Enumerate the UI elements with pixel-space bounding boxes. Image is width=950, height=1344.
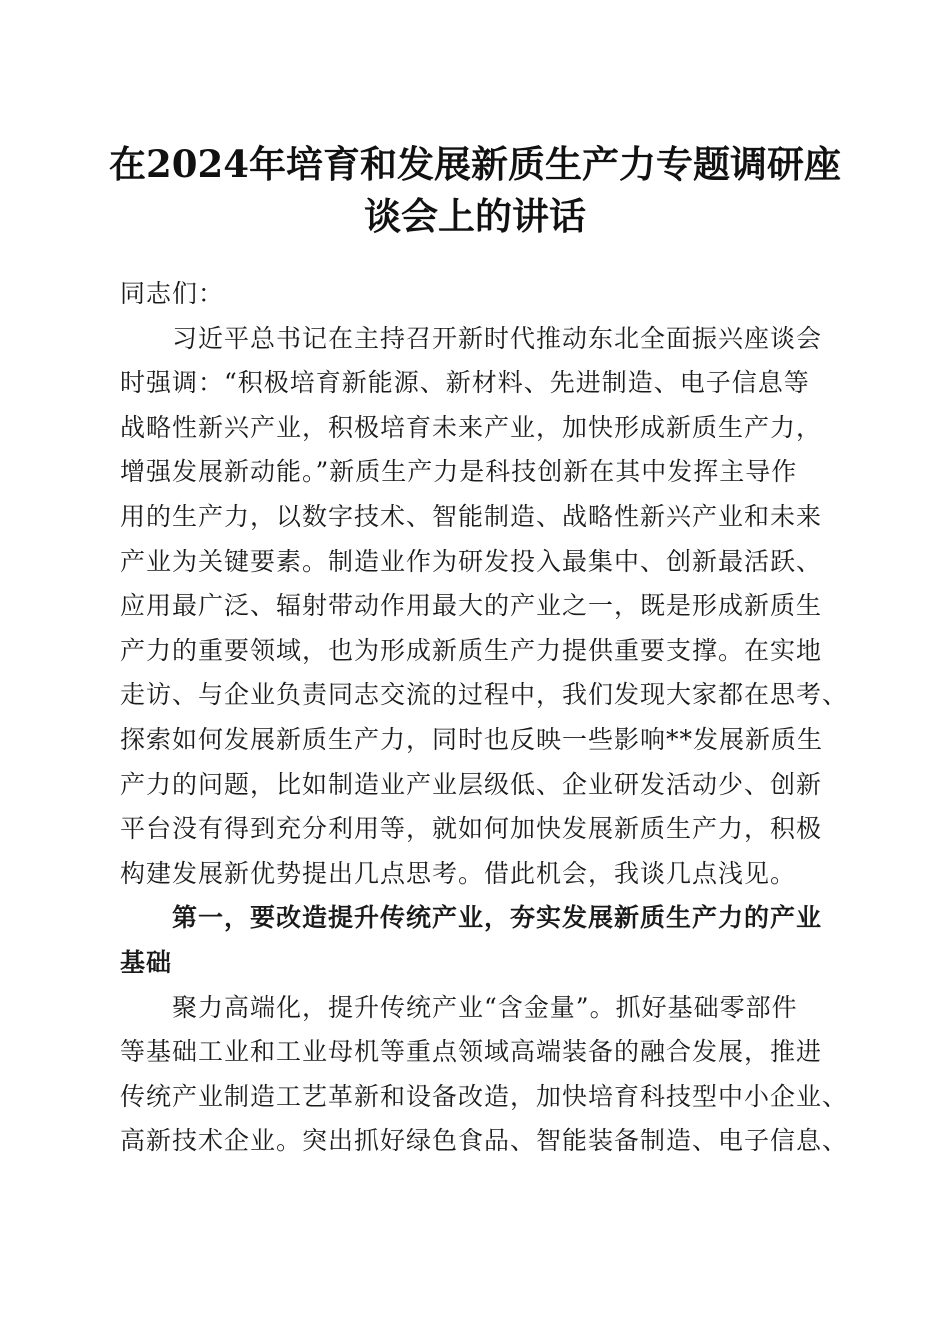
paragraph-line: 时强调：“积极培育新能源、新材料、先进制造、电子信息等: [120, 368, 810, 398]
document-title: [100, 138, 850, 242]
paragraph-line: 产力的问题，比如制造业产业层级低、企业研发活动少、创新: [120, 769, 823, 799]
paragraph-line: 习近平总书记在主持召开新时代推动东北全面振兴座谈会: [172, 323, 823, 353]
paragraph-line: 战略性新兴产业，积极培育未来产业，加快形成新质生产力，: [120, 412, 823, 442]
paragraph-line: 产业为关键要素。制造业作为研发投入最集中、创新最活跃、: [120, 546, 823, 576]
paragraph-line: 探索如何发展新质生产力，同时也反映一些影响**发展新质生: [120, 724, 824, 754]
paragraph-line: 用的生产力，以数字技术、智能制造、战略性新兴产业和未来: [120, 501, 823, 531]
paragraph-line: 产力的重要领域，也为形成新质生产力提供重要支撑。在实地: [120, 635, 823, 665]
paragraph-section-1: [120, 986, 849, 1164]
section-heading-1: [120, 896, 840, 985]
paragraph-line: 应用最广泛、辐射带动作用最大的产业之一，既是形成新质生: [120, 591, 823, 621]
heading-line: 第一，要改造提升传统产业，夯实发展新质生产力的产业: [172, 903, 823, 933]
title-line-2: 谈会上的讲话: [364, 194, 586, 238]
paragraph-line: 聚力高端化，提升传统产业“含金量”。抓好基础零部件: [172, 992, 798, 1022]
document-body: [120, 272, 849, 1164]
paragraph-line: 高新技术企业。突出抓好绿色食品、智能装备制造、电子信息、: [120, 1126, 849, 1156]
title-line-1: 在2024年培育和发展新质生产力专题调研座: [109, 142, 841, 186]
paragraph-intro: [120, 317, 849, 897]
paragraph-line: 构建发展新优势提出几点思考。借此机会，我谈几点浅见。: [120, 858, 797, 888]
paragraph-line: 平台没有得到充分利用等，就如何加快发展新质生产力，积极: [120, 814, 823, 844]
heading-line: 基础: [120, 947, 173, 977]
paragraph-line: 增强发展新动能。”新质生产力是科技创新在其中发挥主导作: [120, 457, 798, 487]
paragraph-line: 走访、与企业负责同志交流的过程中，我们发现大家都在思考、: [120, 680, 849, 710]
salutation: 同志们：: [120, 279, 225, 308]
paragraph-line: 等基础工业和工业母机等重点领域高端装备的融合发展，推进: [120, 1037, 823, 1067]
paragraph-line: 传统产业制造工艺革新和设备改造，加快培育科技型中小企业、: [120, 1081, 849, 1111]
